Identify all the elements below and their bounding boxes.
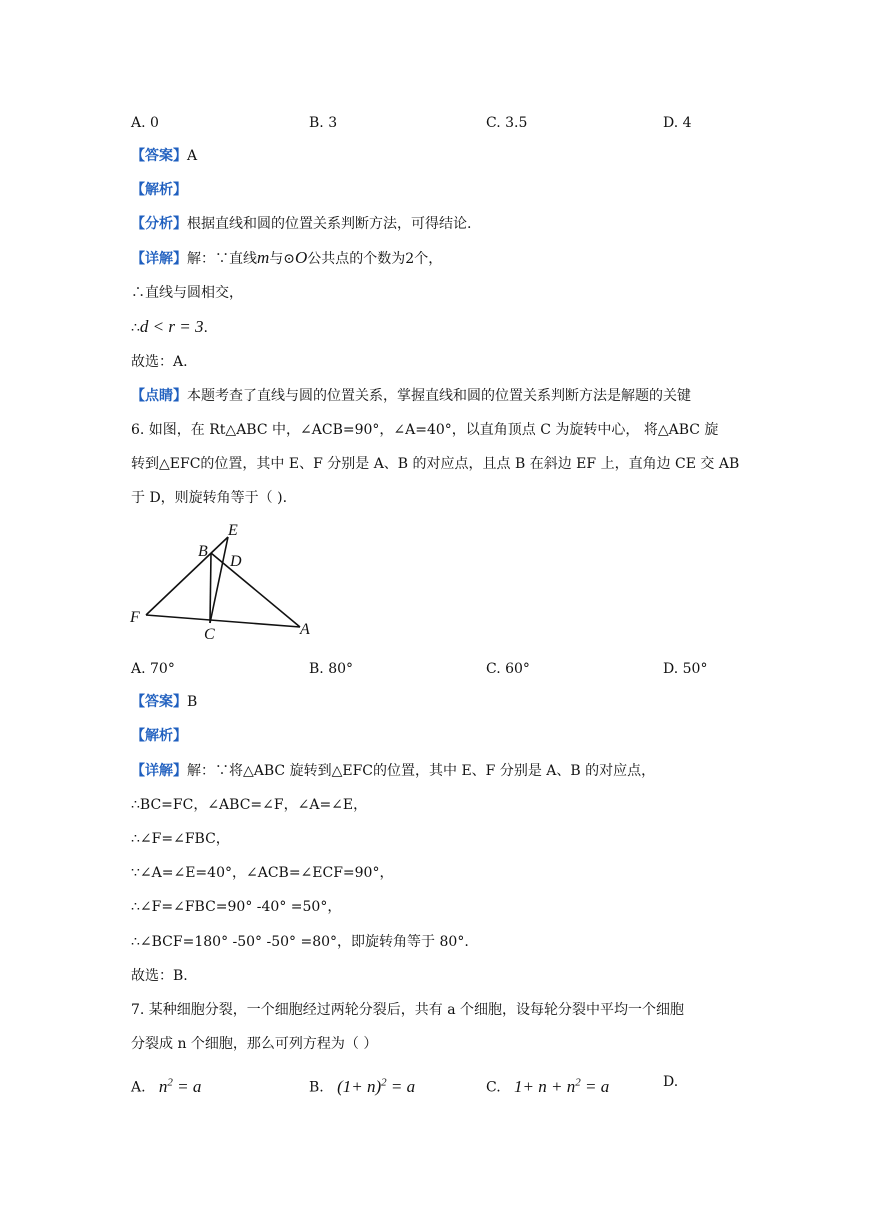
q6-option-a: A. 70° bbox=[131, 661, 175, 677]
q6-option-d: D. 50° bbox=[663, 661, 708, 677]
expr-exp: 2 bbox=[167, 1076, 173, 1088]
var-o: O bbox=[295, 248, 308, 267]
comment-text: 本题考查了直线与圆的位置关系，掌握直线和圆的位置关系判断方法是解题的关键 bbox=[187, 388, 691, 404]
answer-value: A bbox=[187, 148, 198, 164]
segment-fa bbox=[146, 615, 300, 627]
option-label: A. bbox=[131, 1079, 146, 1096]
q6-detail1 bbox=[131, 761, 655, 781]
q6-stem-line1: 6. 如图，在 Rt△ABC 中，∠ACB=90°，∠A=40°，以直角顶点 C 为旋转中心， 将△ABC 旋 bbox=[131, 422, 719, 438]
segment-ba bbox=[211, 553, 300, 627]
q7-option-b bbox=[309, 1072, 415, 1098]
period: . bbox=[203, 320, 208, 336]
q5-option-b: B. 3 bbox=[309, 115, 338, 131]
q6-detail3: ∴∠F=∠FBC， bbox=[131, 831, 230, 847]
label-b: B bbox=[198, 543, 208, 560]
comment-tag: 【点睛】 bbox=[131, 388, 187, 404]
detail-tag: 【详解】 bbox=[131, 251, 187, 267]
q6-detail4: ∵∠A=∠E=40°，∠ACB=∠ECF=90°， bbox=[131, 865, 394, 881]
q6-analysis-tag bbox=[131, 726, 187, 746]
q6-choose: 故选：B. bbox=[131, 968, 188, 984]
q6-stem-line3: 于 D，则旋转角等于（ ). bbox=[131, 490, 288, 506]
therefore: ∴ bbox=[131, 320, 140, 336]
option-expr bbox=[514, 1077, 609, 1096]
segment-bc bbox=[210, 553, 211, 623]
q6-stem-line2: 转到△EFC的位置，其中 E、F 分别是 A、B 的对应点，且点 B 在斜边 EF 上，直角边 CE 交 AB bbox=[131, 456, 740, 472]
q5-option-d: D. 4 bbox=[663, 115, 692, 131]
fenxi-tag: 【分析】 bbox=[131, 216, 187, 232]
segment-fe bbox=[146, 537, 228, 615]
q6-detail5: ∴∠F=∠FBC=90° -40° =50°， bbox=[131, 899, 342, 915]
label-e: E bbox=[228, 522, 238, 539]
detail-mid: 与⊙ bbox=[269, 251, 296, 267]
expr-base: 1+ n + n bbox=[514, 1076, 576, 1096]
option-label: B. bbox=[309, 1079, 324, 1096]
detail-post: 公共点的个数为2个， bbox=[307, 251, 443, 267]
analysis-tag: 【解析】 bbox=[131, 728, 187, 744]
detail-text: 解：∵将△ABC 旋转到△EFC的位置，其中 E、F 分别是 A、B 的对应点， bbox=[187, 763, 656, 779]
option-label: D. bbox=[663, 1074, 679, 1090]
q7-stem-line2: 分裂成 n 个细胞，那么可列方程为（ ） bbox=[131, 1036, 378, 1052]
analysis-tag: 【解析】 bbox=[131, 182, 187, 198]
expr-exp: 2 bbox=[575, 1076, 581, 1088]
q7-option-c bbox=[486, 1072, 609, 1098]
q7-stem-line1: 7. 某种细胞分裂，一个细胞经过两轮分裂后，共有 a 个细胞，设每轮分裂中平均一个细胞 bbox=[131, 1002, 685, 1018]
label-f: F bbox=[130, 609, 140, 626]
fenxi-text: 根据直线和圆的位置关系判断方法，可得结论. bbox=[187, 216, 472, 232]
q5-option-c: C. 3.5 bbox=[486, 115, 528, 131]
label-a: A bbox=[300, 621, 310, 638]
q6-detail2: ∴BC=FC，∠ABC=∠F，∠A=∠E， bbox=[131, 797, 368, 813]
expr-base: n bbox=[158, 1076, 168, 1096]
detail-pre: 解：∵直线 bbox=[187, 251, 257, 267]
option-expr bbox=[337, 1077, 415, 1096]
expr-rest: = a bbox=[580, 1076, 610, 1096]
detail-tag: 【详解】 bbox=[131, 763, 187, 779]
q5-choose: 故选：A. bbox=[131, 354, 188, 370]
option-expr bbox=[159, 1077, 201, 1096]
answer-value: B bbox=[187, 694, 198, 710]
expr-rest: = a bbox=[386, 1076, 416, 1096]
var-m: m bbox=[257, 248, 270, 267]
expr-rest: = a bbox=[172, 1076, 202, 1096]
option-label: C. bbox=[486, 1079, 501, 1096]
inequality: d < r = 3 bbox=[139, 317, 204, 336]
label-d: D bbox=[230, 553, 242, 570]
answer-tag: 【答案】 bbox=[131, 694, 187, 710]
q7-option-a bbox=[131, 1072, 201, 1098]
q7-option-d bbox=[663, 1072, 678, 1092]
q6-detail6: ∴∠BCF=180° -50° -50° =80°，即旋转角等于 80°. bbox=[131, 934, 469, 950]
label-c: C bbox=[204, 626, 215, 643]
segment-ce bbox=[210, 537, 228, 623]
q6-option-b: B. 80° bbox=[309, 661, 354, 677]
q6-answer bbox=[131, 692, 197, 712]
q5-line2: ∴直线与圆相交， bbox=[131, 285, 243, 301]
answer-tag: 【答案】 bbox=[131, 148, 187, 164]
q6-option-c: C. 60° bbox=[486, 661, 530, 677]
q5-option-a: A. 0 bbox=[131, 115, 159, 131]
expr-base: (1+ n) bbox=[337, 1076, 382, 1096]
expr-exp: 2 bbox=[381, 1076, 387, 1088]
